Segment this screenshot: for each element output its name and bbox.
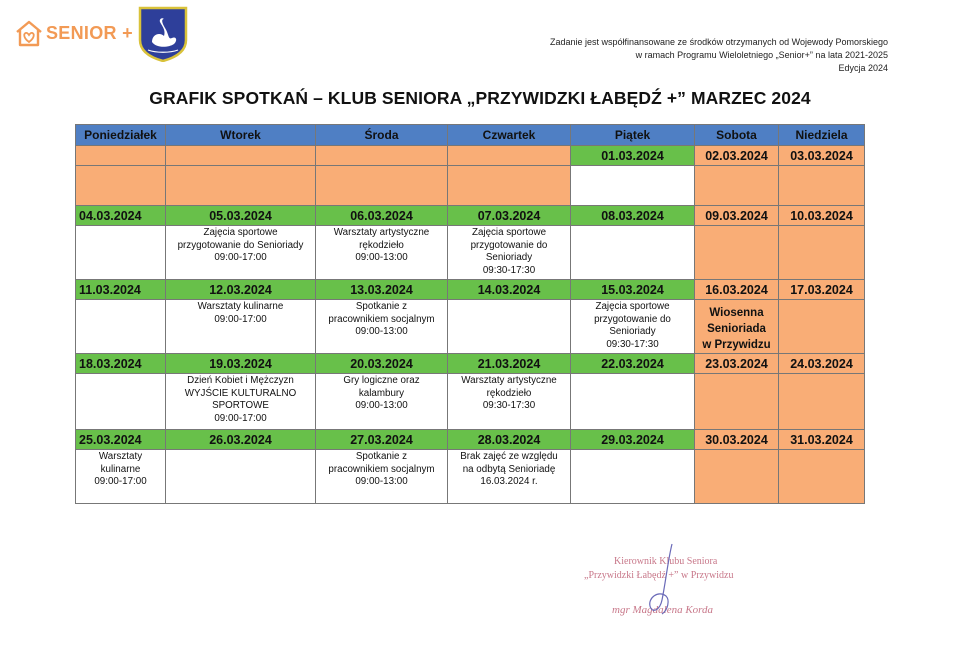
activity-cell [316, 300, 448, 354]
activity-cell [166, 300, 316, 354]
activity-cell [571, 226, 695, 280]
activity-line: 09:00-17:00 [94, 476, 147, 488]
activity-line: Zajęcia sportowe [203, 227, 278, 238]
activity-line: rękodzieło [359, 239, 404, 251]
date-cell: 22.03.2024 [571, 354, 695, 374]
activity-line: 09:00-13:00 [355, 252, 408, 264]
activity-line: 09:00-13:00 [355, 326, 408, 338]
activity-line: kulinarne [100, 463, 141, 475]
date-row [76, 430, 865, 450]
date-cell: 09.03.2024 [695, 206, 779, 226]
activity-row [76, 374, 865, 430]
date-cell [316, 146, 448, 166]
activity-row [76, 226, 865, 280]
date-row [76, 280, 865, 300]
activity-line: Spotkanie z [355, 301, 408, 312]
activity-line: 09:30-17:30 [482, 264, 536, 276]
activity-line: Zajęcia sportowe [595, 301, 670, 312]
activity-line: przygotowanie do Senioriady [177, 239, 304, 251]
funding-note [550, 36, 888, 75]
stamp-line: „Przywidzki Łabędź +” w Przywidzu [584, 570, 734, 581]
date-cell: 19.03.2024 [166, 354, 316, 374]
activity-line: Senioriada [707, 323, 766, 335]
activity-cell [316, 226, 448, 280]
activity-line: pracownikiem socjalnym [328, 313, 435, 325]
activity-line: Warsztaty artystyczne [333, 227, 430, 238]
date-cell: 13.03.2024 [316, 280, 448, 300]
date-cell: 27.03.2024 [316, 430, 448, 450]
date-cell: 10.03.2024 [779, 206, 865, 226]
date-cell [166, 146, 316, 166]
swan-crest-icon [138, 6, 188, 62]
activity-cell [448, 226, 571, 280]
activity-cell [779, 374, 865, 430]
date-cell [448, 146, 571, 166]
activity-row [76, 166, 865, 206]
date-row [76, 146, 865, 166]
day-header: Sobota [695, 125, 779, 146]
activity-cell [695, 374, 779, 430]
activity-cell [76, 300, 166, 354]
activity-line: 09:00-13:00 [355, 476, 408, 488]
date-cell: 29.03.2024 [571, 430, 695, 450]
day-header: Czwartek [448, 125, 571, 146]
activity-cell [695, 226, 779, 280]
activity-cell [695, 300, 779, 354]
date-cell: 28.03.2024 [448, 430, 571, 450]
date-cell: 01.03.2024 [571, 146, 695, 166]
activity-line: 09:00-17:00 [214, 252, 267, 264]
activity-cell [166, 226, 316, 280]
activity-cell [779, 226, 865, 280]
stamp-line: Kierownik Klubu Seniora [614, 556, 718, 567]
activity-cell [695, 450, 779, 504]
activity-line: Senioriady [485, 252, 533, 264]
logo-text: SENIOR + [46, 23, 133, 43]
date-cell: 16.03.2024 [695, 280, 779, 300]
activity-line: w Przywidzu [702, 339, 771, 351]
activity-cell [571, 166, 695, 206]
activity-line: Warsztaty [98, 451, 143, 462]
activity-cell [166, 166, 316, 206]
date-row [76, 206, 865, 226]
activity-cell [571, 300, 695, 354]
date-cell: 31.03.2024 [779, 430, 865, 450]
funding-line: Zadanie jest współfinansowane ze środków otrzymanych od Wojewody Pomorskiego [549, 37, 888, 47]
activity-cell [571, 374, 695, 430]
handwritten-signature [632, 540, 692, 620]
date-cell: 20.03.2024 [316, 354, 448, 374]
activity-cell [448, 450, 571, 504]
activity-line: Dzień Kobiet i Mężczyzn [187, 375, 294, 386]
activity-line: WYJŚCIE KULTURALNO [184, 387, 297, 399]
activity-line: Warsztaty kulinarne [197, 301, 284, 312]
date-cell: 14.03.2024 [448, 280, 571, 300]
page-title: GRAFIK SPOTKAŃ – KLUB SENIORA „PRZYWIDZKI ŁABĘDŹ +” MARZEC 2024 [149, 88, 811, 108]
date-cell: 08.03.2024 [571, 206, 695, 226]
activity-line: 09:30-17:30 [606, 338, 659, 350]
activity-cell [166, 374, 316, 430]
schedule-table [75, 124, 865, 504]
activity-cell [695, 166, 779, 206]
activity-line: Brak zajęć ze względu [460, 451, 558, 462]
date-cell: 25.03.2024 [76, 430, 166, 450]
date-cell: 21.03.2024 [448, 354, 571, 374]
date-cell: 04.03.2024 [76, 206, 166, 226]
date-cell: 15.03.2024 [571, 280, 695, 300]
activity-line: 09:00-13:00 [355, 400, 408, 412]
date-cell: 24.03.2024 [779, 354, 865, 374]
table-header-row [76, 125, 865, 146]
activity-line: na odbytą Senioriadę [462, 463, 556, 475]
activity-line: Spotkanie z [355, 451, 408, 462]
activity-line: Senioriady [609, 326, 656, 338]
date-cell: 02.03.2024 [695, 146, 779, 166]
activity-line: przygotowanie do [594, 313, 671, 325]
activity-line: 09:30-17:30 [482, 400, 536, 412]
date-cell: 26.03.2024 [166, 430, 316, 450]
activity-cell [316, 166, 448, 206]
activity-cell [166, 450, 316, 504]
activity-cell [316, 450, 448, 504]
day-header: Poniedziałek [76, 125, 166, 146]
date-cell: 05.03.2024 [166, 206, 316, 226]
activity-line: pracownikiem socjalnym [328, 463, 435, 475]
date-cell: 12.03.2024 [166, 280, 316, 300]
activity-line: 09:00-17:00 [214, 313, 267, 325]
activity-line: SPORTOWE [212, 400, 269, 412]
day-header: Niedziela [779, 125, 865, 146]
date-cell: 30.03.2024 [695, 430, 779, 450]
stamp-signatory: mgr Magdalena Korda [612, 604, 714, 616]
activity-line: 16.03.2024 r. [480, 476, 538, 488]
day-header: Wtorek [166, 125, 316, 146]
date-cell: 03.03.2024 [779, 146, 865, 166]
funding-line: Edycja 2024 [838, 63, 888, 73]
activity-cell [76, 226, 166, 280]
activity-line: przygotowanie do [470, 239, 548, 251]
date-cell: 17.03.2024 [779, 280, 865, 300]
activity-cell [779, 300, 865, 354]
activity-line: Gry logiczne oraz [343, 375, 420, 386]
date-cell: 11.03.2024 [76, 280, 166, 300]
date-cell: 06.03.2024 [316, 206, 448, 226]
date-cell [76, 146, 166, 166]
activity-cell [571, 450, 695, 504]
house-heart-icon [14, 18, 44, 48]
day-header: Piątek [571, 125, 695, 146]
activity-cell [316, 374, 448, 430]
activity-row [76, 450, 865, 504]
activity-cell [448, 166, 571, 206]
activity-line: 09:00-17:00 [214, 412, 267, 424]
activity-cell [76, 374, 166, 430]
date-cell: 18.03.2024 [76, 354, 166, 374]
activity-line: rękodzieło [486, 387, 532, 399]
senior-plus-logo [14, 10, 133, 48]
activity-cell [779, 166, 865, 206]
activity-cell [76, 166, 166, 206]
date-cell: 23.03.2024 [695, 354, 779, 374]
funding-line: w ramach Programu Wieloletniego „Senior+” na lata 2021-2025 [635, 50, 888, 60]
day-header: Środa [316, 125, 448, 146]
activity-cell [779, 450, 865, 504]
activity-line: Wiosenna [709, 307, 764, 319]
activity-cell [448, 300, 571, 354]
activity-line: Warsztaty artystyczne [461, 375, 557, 386]
date-row [76, 354, 865, 374]
activity-row [76, 300, 865, 354]
date-cell: 07.03.2024 [448, 206, 571, 226]
activity-cell [448, 374, 571, 430]
activity-line: kalambury [358, 387, 405, 399]
activity-line: Zajęcia sportowe [471, 227, 547, 238]
activity-cell [76, 450, 166, 504]
